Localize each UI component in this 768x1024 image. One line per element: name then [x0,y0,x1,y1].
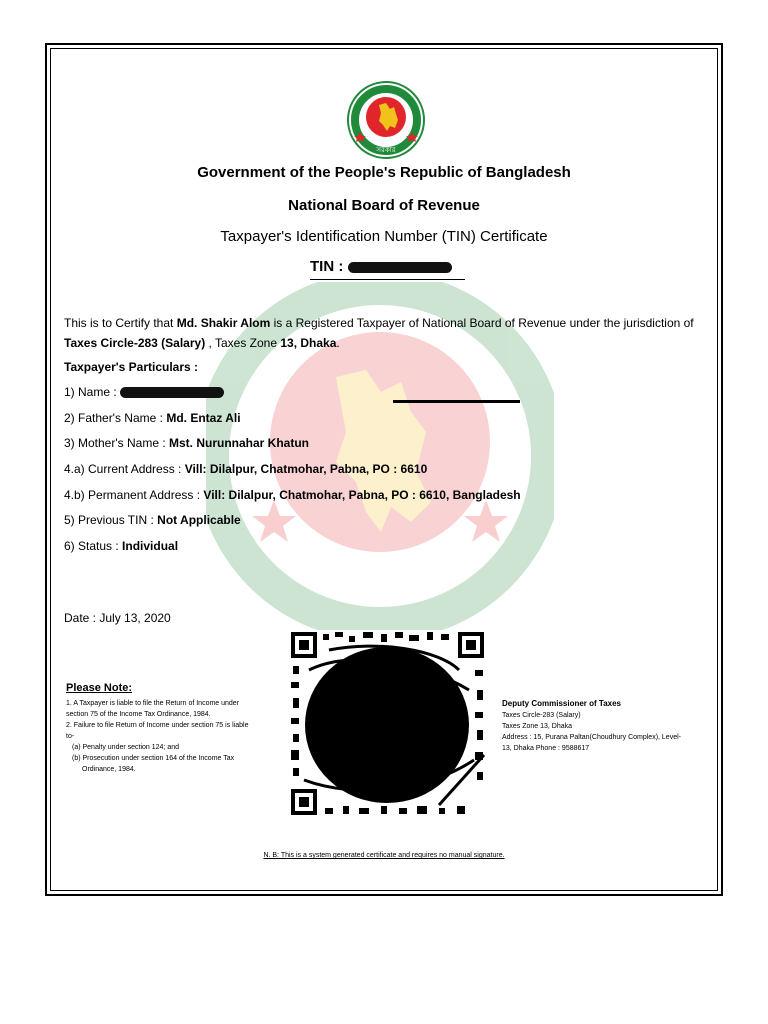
officer-block: Deputy Commissioner of Taxes Taxes Circle-283 (Salary) Taxes Zone 13, Dhaka Address : 15, Purana Paltan(Choudhury Complex), Level- 13, Dhaka Phone : 9588617 [502,698,712,754]
name-row [64,385,224,399]
current-address: Vill: Dilalpur, Chatmohar, Pabna, PO : 6610 [184,462,428,476]
status-row: 6) Status : Individual [64,539,179,553]
particulars-heading: Taxpayer's Particulars : [64,360,199,374]
footer-note: N. B: This is a system generated certificate and requires no manual signature. [263,852,505,859]
tin-redaction [348,262,452,273]
government-seal-icon [346,80,426,160]
tin-line [310,258,452,275]
mother-name: Mst. Nurunnahar Khatun [169,436,309,450]
name-label: 1) Name : [64,385,117,399]
permanent-address-row: 4.b) Permanent Address : Vill: Dilalpur, Chatmohar, Pabna, PO : 6610, Bangladesh [64,488,521,502]
redaction-line [393,400,520,403]
previous-tin: Not Applicable [157,513,241,527]
certification-paragraph: This is to Certify that Md. Shakir Alom is a Registered Taxpayer of National Board of Revenue under the jurisdiction of Taxes Circle-283 (Salary) , Taxes Zone 13, Dhaka. [64,316,694,350]
tin-underline [310,279,465,280]
previous-tin-row: 5) Previous TIN : Not Applicable [64,513,241,527]
note-title: Please Note: [66,682,133,694]
father-name: Md. Entaz Ali [166,411,241,425]
father-row: 2) Father's Name : Md. Entaz Ali [64,411,241,425]
mother-row: 3) Mother's Name : Mst. Nurunnahar Khatun [64,436,309,450]
note-body: 1. A Taxpayer is liable to file the Return of Income under section 75 of the Income Tax Ordinance, 1984. 2. Failure to file Return of Income under section 75 is liable to- (a) Penalty under section 124; and (b) Prosecution under section 164 of the Income Tax Ordinance, 1984. [66,700,249,773]
seal-text: সরকার [376,146,396,154]
current-address-row: 4.a) Current Address : Vill: Dilalpur, Chatmohar, Pabna, PO : 6610 [64,462,428,476]
permanent-address: Vill: Dilalpur, Chatmohar, Pabna, PO : 6610, Bangladesh [203,488,521,502]
tin-label: TIN : [310,258,344,275]
name-redaction [120,387,224,398]
certificate-title: Taxpayer's Identification Number (TIN) Certificate [220,228,548,245]
board-title: National Board of Revenue [288,197,480,214]
status-value: Individual [122,539,179,553]
government-title: Government of the People's Republic of Bangladesh [197,164,571,181]
qr-code-redacted [289,630,486,817]
issue-date: Date : July 13, 2020 [64,611,171,625]
officer-title: Deputy Commissioner of Taxes [502,699,621,708]
